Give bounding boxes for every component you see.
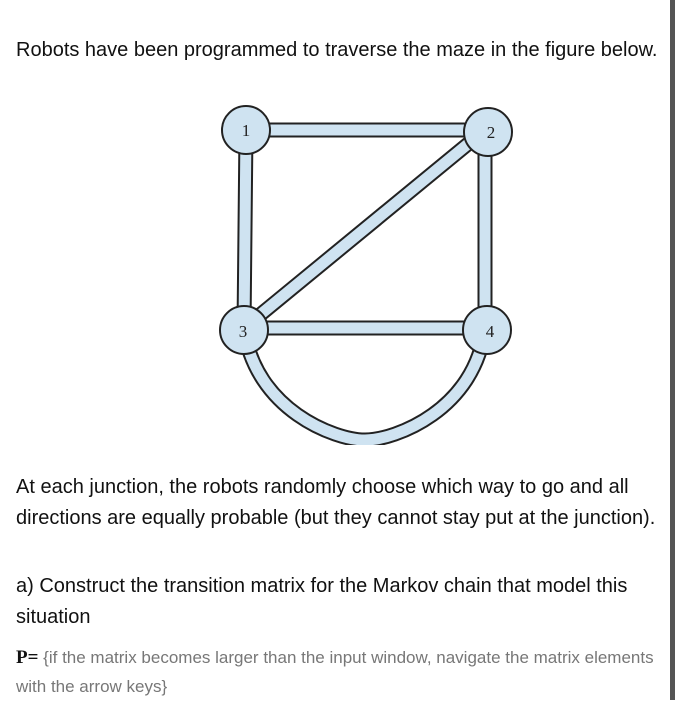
intro-paragraph: Robots have been programmed to traverse the maze in the figure below. xyxy=(16,39,658,61)
answer-input-area[interactable] xyxy=(16,643,656,701)
part-a-paragraph: a) Construct the transition matrix for the Markov chain that model this situation xyxy=(16,575,628,628)
maze-node-4-label: 4 xyxy=(485,322,495,341)
maze-node-3 xyxy=(220,306,268,354)
maze-corridor-fills xyxy=(244,130,485,440)
maze-node-2 xyxy=(464,108,512,156)
maze-node-2-label: 2 xyxy=(486,123,496,142)
page-right-border xyxy=(670,0,675,700)
maze-node-4 xyxy=(463,306,511,354)
maze-node-1 xyxy=(222,106,270,154)
maze-node-3-label: 3 xyxy=(238,322,248,341)
maze-figure xyxy=(200,100,520,445)
matrix-input-placeholder[interactable]: {if the matrix becomes larger than the input window, navigate the matrix elements with the arrow keys} xyxy=(16,648,654,696)
maze-node-1-label: 1 xyxy=(241,121,251,140)
matrix-label: P= xyxy=(16,647,39,668)
junction-paragraph: At each junction, the robots randomly choose which way to go and all directions are equally probable (but they cannot stay put at the junction). xyxy=(16,476,656,529)
